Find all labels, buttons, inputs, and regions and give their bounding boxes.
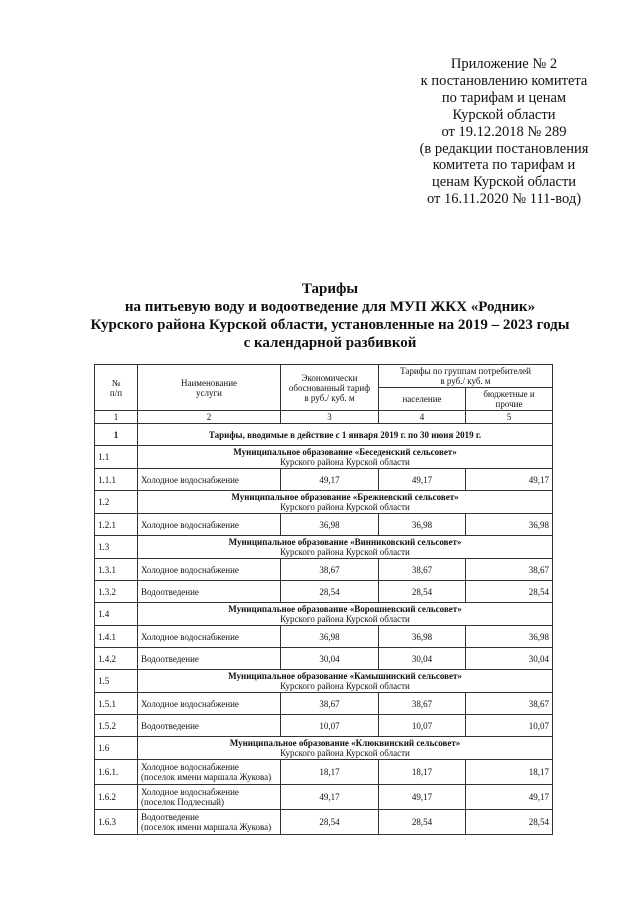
row-num: 1.3.2 <box>95 581 138 603</box>
table-row <box>95 760 553 785</box>
row-num: 1.3 <box>95 536 138 559</box>
row-num: 1.2 <box>95 491 138 514</box>
service-name: Холодное водоснабжение <box>138 693 281 715</box>
municipality-line: Курского района Курской области <box>280 502 410 512</box>
column-number: 5 <box>466 411 553 424</box>
budget-tariff-value: 36,98 <box>466 626 553 648</box>
municipality-line: Муниципальное образование «Клюквинский сельсовет» <box>229 738 461 748</box>
econ-tariff-value: 38,67 <box>281 693 379 715</box>
appendix-block <box>404 56 604 208</box>
budget-tariff-value: 49,17 <box>466 469 553 491</box>
population-tariff-value: 38,67 <box>379 693 466 715</box>
appendix-line: по тарифам и ценам <box>441 89 567 106</box>
municipality-name <box>138 670 553 693</box>
population-tariff-value: 38,67 <box>379 559 466 581</box>
budget-tariff-value: 28,54 <box>466 581 553 603</box>
tariff-table <box>94 364 553 835</box>
municipality-line: Муниципальное образование «Беседенский сельсовет» <box>233 447 457 457</box>
municipality-line: Муниципальное образование «Ворошневский сельсовет» <box>228 604 462 614</box>
header-econ-tariff: Экономически обоснованный тариф в руб./ куб. м <box>281 365 379 411</box>
municipality-name <box>138 536 553 559</box>
municipality-line: Курского района Курской области <box>280 547 410 557</box>
row-num: 1.1 <box>95 446 138 469</box>
budget-tariff-value: 49,17 <box>466 785 553 810</box>
municipality-line: Курского района Курской области <box>280 614 410 624</box>
econ-tariff-value: 49,17 <box>281 785 379 810</box>
column-number: 3 <box>281 411 379 424</box>
table-row <box>95 810 553 835</box>
header-budget: бюджетные и прочие <box>466 388 553 411</box>
municipality-row <box>95 603 553 626</box>
row-num: 1.5.2 <box>95 715 138 737</box>
econ-tariff-value: 10,07 <box>281 715 379 737</box>
service-name: Холодное водоснабжение (поселок имени маршала Жукова) <box>138 760 281 785</box>
column-number: 4 <box>379 411 466 424</box>
table-row <box>95 785 553 810</box>
econ-tariff-value: 30,04 <box>281 648 379 670</box>
econ-tariff-value: 36,98 <box>281 514 379 536</box>
table-row <box>95 648 553 670</box>
appendix-line: от 16.11.2020 № 111-вод) <box>426 191 582 208</box>
title-line: на питьевую воду и водоотведение для МУП ЖКХ «Родник» <box>124 299 536 315</box>
municipality-name <box>138 603 553 626</box>
budget-tariff-value: 18,17 <box>466 760 553 785</box>
row-num: 1.5.1 <box>95 693 138 715</box>
row-num: 1.5 <box>95 670 138 693</box>
table-row <box>95 581 553 603</box>
municipality-row <box>95 536 553 559</box>
row-num: 1.6 <box>95 737 138 760</box>
population-tariff-value: 18,17 <box>379 760 466 785</box>
appendix-line: Курской области <box>452 106 556 123</box>
table-row <box>95 626 553 648</box>
service-name: Холодное водоснабжение <box>138 514 281 536</box>
appendix-line: к постановлению комитета <box>420 72 588 89</box>
service-name: Водоотведение <box>138 715 281 737</box>
row-num: 1.6.1. <box>95 760 138 785</box>
service-name: Водоотведение <box>138 648 281 670</box>
population-tariff-value: 28,54 <box>379 581 466 603</box>
municipality-row <box>95 446 553 469</box>
table-row <box>95 715 553 737</box>
budget-tariff-value: 38,67 <box>466 559 553 581</box>
service-name: Холодное водоснабжение <box>138 626 281 648</box>
econ-tariff-value: 28,54 <box>281 581 379 603</box>
population-tariff-value: 36,98 <box>379 514 466 536</box>
row-num: 1.3.1 <box>95 559 138 581</box>
appendix-line: от 19.12.2018 № 289 <box>441 123 567 140</box>
title-line: с календарной разбивкой <box>243 335 417 351</box>
appendix-line: комитета по тарифам и <box>432 157 576 174</box>
header-consumer-groups: Тарифы по группам потребителей в руб./ куб. м <box>379 365 553 388</box>
municipality-row <box>95 737 553 760</box>
section-row <box>95 424 553 446</box>
municipality-line: Муниципальное образование «Брежневский сельсовет» <box>231 492 459 502</box>
service-name: Водоотведение <box>138 581 281 603</box>
population-tariff-value: 49,17 <box>379 785 466 810</box>
municipality-line: Муниципальное образование «Камышинский сельсовет» <box>228 671 462 681</box>
title-line: Тарифы <box>301 281 359 297</box>
population-tariff-value: 36,98 <box>379 626 466 648</box>
municipality-line: Курского района Курской области <box>280 457 410 467</box>
appendix-line: (в редакции постановления <box>419 140 589 157</box>
service-name: Холодное водоснабжение (поселок Подлесный) <box>138 785 281 810</box>
column-number-row <box>95 411 553 424</box>
table-row <box>95 559 553 581</box>
service-name: Холодное водоснабжение <box>138 559 281 581</box>
municipality-row <box>95 670 553 693</box>
row-num: 1.4.2 <box>95 648 138 670</box>
municipality-line: Муниципальное образование «Винниковский сельсовет» <box>228 537 462 547</box>
table-row <box>95 693 553 715</box>
budget-tariff-value: 38,67 <box>466 693 553 715</box>
document-title <box>60 280 600 352</box>
population-tariff-value: 30,04 <box>379 648 466 670</box>
column-number: 1 <box>95 411 138 424</box>
appendix-line: Приложение № 2 <box>450 56 558 72</box>
title-line: Курского района Курской области, установленные на 2019 – 2023 годы <box>90 317 570 333</box>
budget-tariff-value: 10,07 <box>466 715 553 737</box>
population-tariff-value: 10,07 <box>379 715 466 737</box>
appendix-line: ценам Курской области <box>431 174 577 191</box>
table-header-row <box>95 365 553 388</box>
population-tariff-value: 49,17 <box>379 469 466 491</box>
column-number: 2 <box>138 411 281 424</box>
service-name: Водоотведение (поселок имени маршала Жукова) <box>138 810 281 835</box>
header-service-name: Наименование услуги <box>138 365 281 411</box>
table-row <box>95 469 553 491</box>
municipality-line: Курского района Курской области <box>280 681 410 691</box>
municipality-row <box>95 491 553 514</box>
section-num: 1 <box>95 424 138 446</box>
municipality-name <box>138 737 553 760</box>
econ-tariff-value: 38,67 <box>281 559 379 581</box>
header-population: население <box>379 388 466 411</box>
econ-tariff-value: 49,17 <box>281 469 379 491</box>
row-num: 1.6.2 <box>95 785 138 810</box>
row-num: 1.2.1 <box>95 514 138 536</box>
header-num: № п/п <box>95 365 138 411</box>
population-tariff-value: 28,54 <box>379 810 466 835</box>
municipality-name <box>138 446 553 469</box>
section-title: Тарифы, вводимые в действие с 1 января 2019 г. по 30 июня 2019 г. <box>138 424 553 446</box>
row-num: 1.4.1 <box>95 626 138 648</box>
municipality-line: Курского района Курской области <box>280 748 410 758</box>
table-row <box>95 514 553 536</box>
econ-tariff-value: 36,98 <box>281 626 379 648</box>
econ-tariff-value: 18,17 <box>281 760 379 785</box>
budget-tariff-value: 36,98 <box>466 514 553 536</box>
row-num: 1.1.1 <box>95 469 138 491</box>
municipality-name <box>138 491 553 514</box>
service-name: Холодное водоснабжение <box>138 469 281 491</box>
econ-tariff-value: 28,54 <box>281 810 379 835</box>
row-num: 1.6.3 <box>95 810 138 835</box>
row-num: 1.4 <box>95 603 138 626</box>
budget-tariff-value: 30,04 <box>466 648 553 670</box>
budget-tariff-value: 28,54 <box>466 810 553 835</box>
